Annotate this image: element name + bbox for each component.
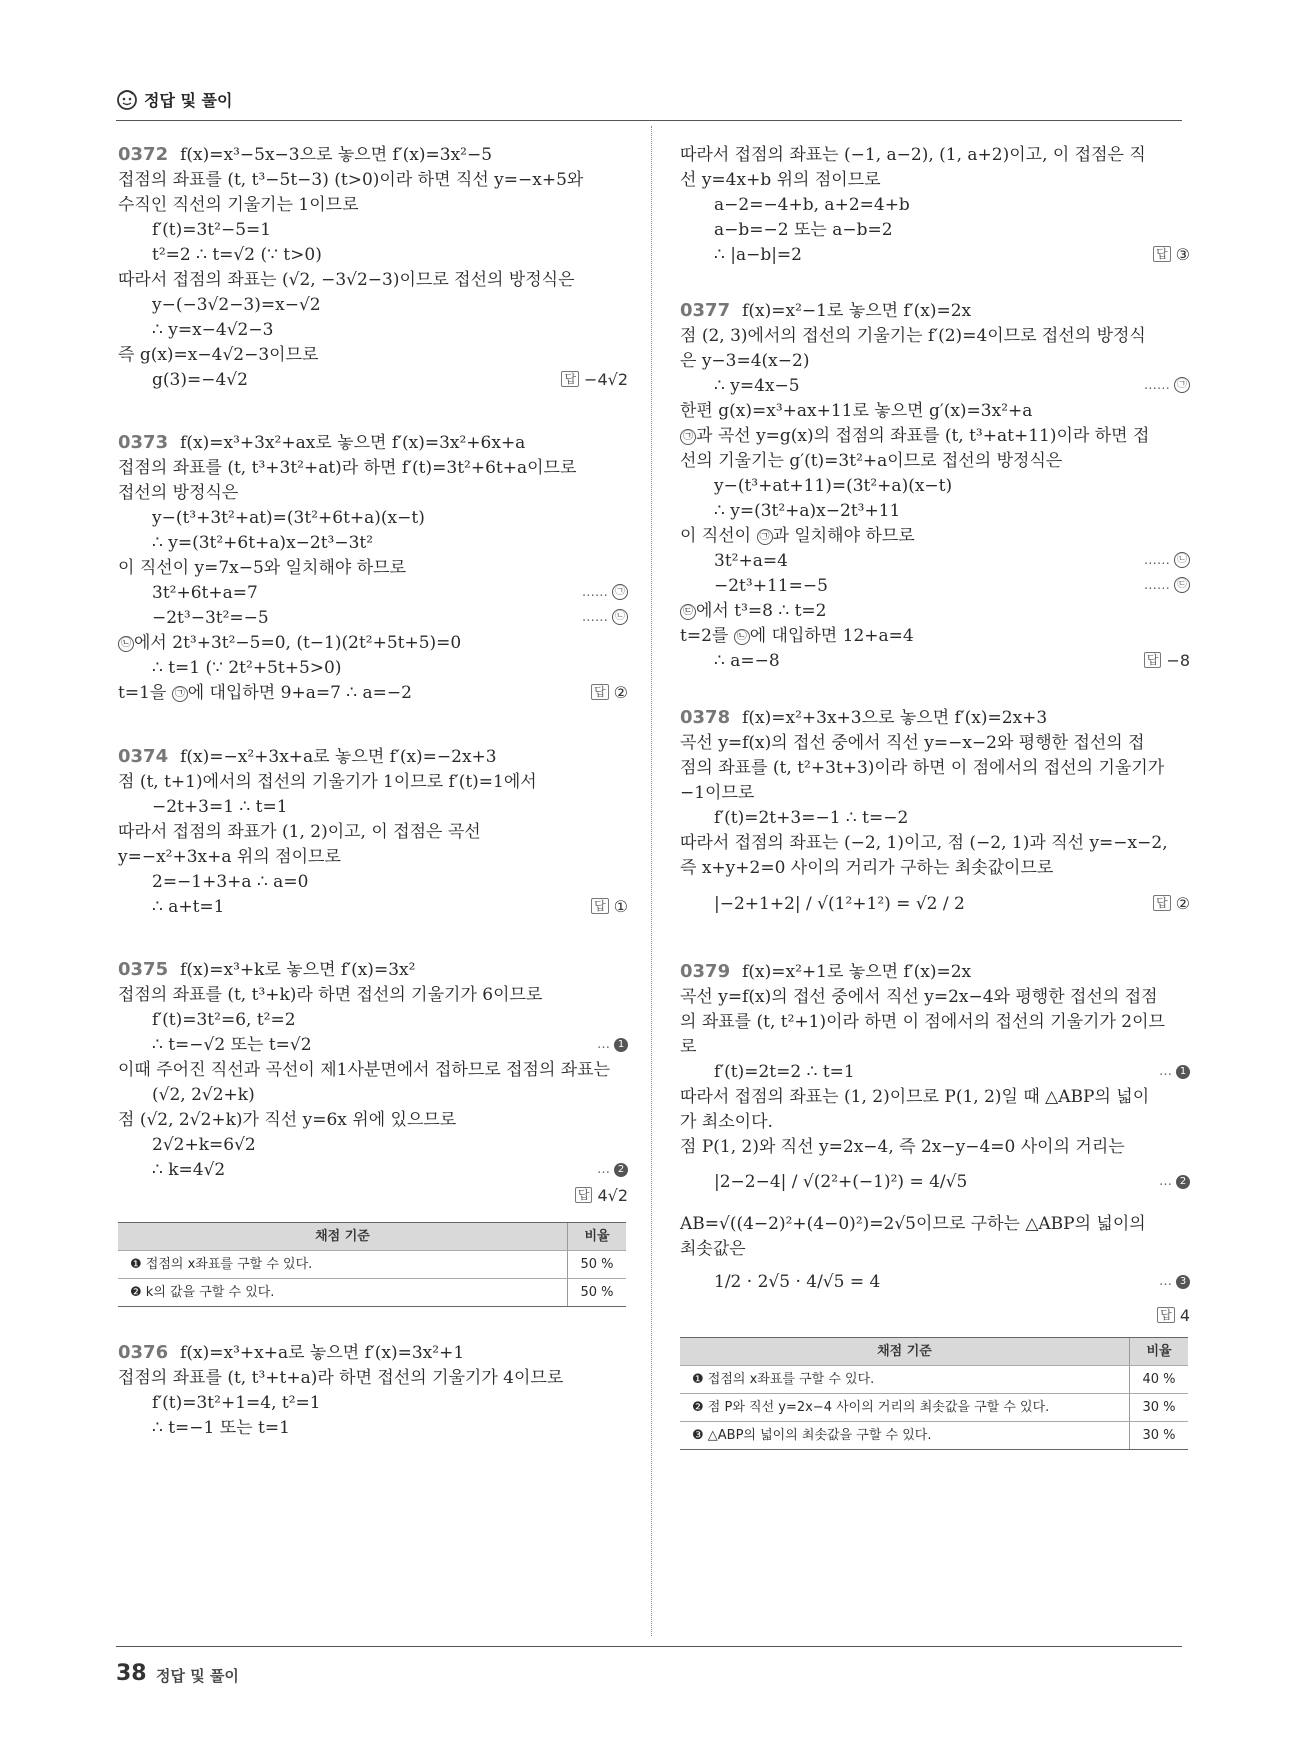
text-line: f′(t)=3t²=6, t²=2 — [152, 1010, 296, 1030]
dots: …… — [1143, 378, 1170, 393]
text-line: −1이므로 — [680, 783, 755, 803]
circle-marker: ㉡ — [612, 609, 628, 625]
text: f(x)=x³−5x−3으로 놓으면 f′(x)=3x²−5 — [180, 145, 493, 165]
step-marker-1 — [597, 1031, 628, 1059]
text: 에서 2t³+3t²−5=0, (t−1)(2t²+5t+5)=0 — [134, 633, 462, 653]
text-line: 선의 기울기는 g′(t)=3t²+a이므로 접선의 방정식은 — [680, 451, 1063, 471]
problem-0372-line — [118, 141, 628, 169]
table-cell: ❷ k의 값을 구할 수 있다. — [118, 1279, 568, 1306]
text-line: 접점의 좌표를 (t, t³+3t²+at)라 하면 f′(t)=3t²+6t+a이므로 — [118, 458, 577, 478]
text-line — [152, 1156, 628, 1184]
text: f(x)=x³+k로 놓으면 f′(x)=3x² — [180, 960, 416, 980]
text-line: y=−x²+3x+a 위의 점이므로 — [118, 847, 341, 867]
header-title: 정답 및 풀이 — [144, 91, 233, 110]
dots: … — [1159, 1274, 1172, 1289]
text: 에서 t³=8 ∴ t=2 — [696, 601, 827, 621]
problem-number: 0377 — [680, 300, 731, 321]
page-header — [116, 86, 1182, 121]
header-cell: 비율 — [1146, 1344, 1172, 1359]
text: t=1을 — [118, 683, 172, 703]
step-icon: 2 — [614, 1163, 628, 1177]
problem-0374-line — [118, 743, 628, 771]
text-line: 점 (2, 3)에서의 접선의 기울기는 f′(2)=4이므로 접선의 방정식 — [680, 326, 1146, 346]
problem-0377-line — [680, 297, 1190, 325]
text-line: a−2=−4+b, a+2=4+b — [714, 195, 910, 215]
text: f(x)=x²+1로 놓으면 f′(x)=2x — [742, 962, 972, 982]
text: f′(t)=2t=2 ∴ t=1 — [714, 1062, 855, 1082]
text-line: 2=−1+3+a ∴ a=0 — [152, 872, 309, 892]
text: f(x)=x³+3x²+ax로 놓으면 f′(x)=3x²+6x+a — [180, 433, 526, 453]
answer-value: 4√2 — [597, 1186, 628, 1205]
header-cell: 채점 기준 — [680, 1338, 1130, 1365]
answer-value: ③ — [1175, 245, 1190, 264]
table-cell: 50 % — [580, 1285, 614, 1300]
text: t=2를 — [680, 626, 734, 646]
text-line: ∴ y=(3t²+6t+a)x−2t³−3t² — [152, 533, 374, 553]
text-line: ∴ y=x−4√2−3 — [152, 320, 274, 340]
text-line — [118, 679, 628, 707]
problem-number: 0378 — [680, 707, 731, 728]
answer-label-icon: 답 — [561, 371, 579, 387]
answer-0377 — [1144, 647, 1190, 675]
text-line: 은 y−3=4(x−2) — [680, 351, 810, 371]
text: |−2+1+2| / √(1²+1²) = √2 / 2 — [714, 894, 965, 914]
text: −2t³+11=−5 — [714, 576, 828, 596]
text: ∴ a+t=1 — [152, 897, 225, 917]
text-line: 즉 g(x)=x−4√2−3이므로 — [118, 345, 319, 365]
dots: …… — [1143, 553, 1170, 568]
text: 3t²+6t+a=7 — [152, 583, 258, 603]
step-icon: 3 — [1176, 1275, 1190, 1289]
problem-number: 0376 — [118, 1342, 169, 1363]
dots: … — [1159, 1174, 1172, 1189]
circle-marker: ㉠ — [680, 429, 696, 445]
problem-0376-line — [118, 1339, 628, 1367]
text-line: 점 P(1, 2)와 직선 y=2x−4, 즉 2x−y−4=0 사이의 거리는 — [680, 1137, 1125, 1157]
text-line: a−b=−2 또는 a−b=2 — [714, 220, 893, 240]
table-cell: 30 % — [1142, 1400, 1176, 1415]
text: 에 대입하면 12+a=4 — [749, 626, 914, 646]
text: 과 곡선 y=g(x)의 접점의 좌표를 (t, t³+at+11)이라 하면 접 — [696, 426, 1150, 446]
circle-marker: ㉠ — [172, 686, 188, 702]
answer-0375 — [575, 1182, 628, 1210]
problem-0379-line — [680, 958, 1190, 986]
problem-0375-line — [118, 956, 628, 984]
text-line — [714, 890, 1190, 918]
text: 1/2 · 2√5 · 4/√5 = 4 — [714, 1272, 881, 1292]
circle-marker: ㉠ — [757, 529, 773, 545]
answer-line — [118, 1182, 628, 1210]
text-line: 따라서 접점의 좌표가 (1, 2)이고, 이 접점은 곡선 — [118, 822, 481, 842]
text-line — [714, 647, 1190, 675]
circle-marker: ㉠ — [612, 584, 628, 600]
table-row — [680, 1365, 1188, 1393]
table-cell: ❶ 접점의 x좌표를 구할 수 있다. — [680, 1366, 1130, 1393]
answer-label-icon: 답 — [1153, 895, 1171, 911]
text-line: 접점의 좌표를 (t, t³−5t−3) (t>0)이라 하면 직선 y=−x+5와 — [118, 170, 584, 190]
text-line — [680, 622, 1190, 650]
answer-0378 — [1153, 890, 1190, 918]
text: f(x)=x³+x+a로 놓으면 f′(x)=3x²+1 — [180, 1343, 465, 1363]
text-line: y−(t³+3t²+at)=(3t²+6t+a)(x−t) — [152, 508, 425, 528]
text-line: 한편 g(x)=x³+ax+11로 놓으면 g′(x)=3x²+a — [680, 401, 1033, 421]
scoring-table-0379 — [680, 1337, 1188, 1450]
text-line: t²=2 ∴ t=√2 (∵ t>0) — [152, 245, 322, 265]
text: ∴ t=−√2 또는 t=√2 — [152, 1035, 312, 1055]
text-line: 점 (t, t+1)에서의 접선의 기울기가 1이므로 f′(t)=1에서 — [118, 772, 537, 792]
step-marker-2 — [1159, 1168, 1190, 1196]
text-line: 이 직선이 y=7x−5와 일치해야 하므로 — [118, 558, 406, 578]
dots: … — [1159, 1064, 1172, 1079]
footer-title: 정답 및 풀이 — [156, 1667, 239, 1685]
table-cell: ❸ △ABP의 넓이의 최솟값을 구할 수 있다. — [680, 1422, 1130, 1449]
table-header — [680, 1338, 1188, 1365]
problem-0378-line — [680, 704, 1190, 732]
text-line — [152, 893, 628, 921]
answer-0372 — [561, 366, 628, 394]
answer-value: ② — [613, 683, 628, 702]
marker-b — [1144, 547, 1190, 575]
text: ∴ y=4x−5 — [714, 376, 800, 396]
text: 3t²+a=4 — [714, 551, 788, 571]
text-line: AB=√((4−2)²+(4−0)²)=2√5이므로 구하는 △ABP의 넓이의 — [680, 1214, 1146, 1234]
answer-0373 — [591, 679, 628, 707]
text-line: 접점의 좌표를 (t, t³+t+a)라 하면 접선의 기울기가 4이므로 — [118, 1368, 564, 1388]
table-row — [118, 1250, 626, 1278]
text: g(3)=−4√2 — [152, 370, 248, 390]
text: 이 직선이 — [680, 526, 757, 546]
text-line: −2t+3=1 ∴ t=1 — [152, 797, 288, 817]
dots: …… — [581, 585, 608, 600]
text-line — [118, 629, 628, 657]
text: f(x)=x²−1로 놓으면 f′(x)=2x — [742, 301, 972, 321]
text-line — [714, 572, 1190, 600]
text-line: 이때 주어진 직선과 곡선이 제1사분면에서 접하므로 접점의 좌표는 — [118, 1060, 611, 1080]
text-line: f′(t)=3t²+1=4, t²=1 — [152, 1393, 321, 1413]
table-header — [118, 1223, 626, 1250]
table-cell: ❷ 점 P와 직선 y=2x−4 사이의 거리의 최솟값을 구할 수 있다. — [680, 1394, 1130, 1421]
text-line: f′(t)=2t+3=−1 ∴ t=−2 — [714, 808, 909, 828]
problem-number: 0373 — [118, 432, 169, 453]
table-cell: 50 % — [580, 1257, 614, 1272]
answer-line — [680, 1302, 1190, 1330]
text: |2−2−4| / √(2²+(−1)²) = 4/√5 — [714, 1172, 968, 1192]
text-line — [152, 366, 628, 394]
step-icon: 1 — [1176, 1065, 1190, 1079]
text-line — [680, 597, 1190, 625]
text: ∴ a=−8 — [714, 651, 780, 671]
text-line: 로 — [680, 1037, 697, 1057]
table-row — [680, 1421, 1188, 1449]
circle-marker: ㉠ — [1174, 377, 1190, 393]
dots: …… — [1143, 578, 1170, 593]
text-line: 곡선 y=f(x)의 접선 중에서 직선 y=2x−4와 평행한 접선의 접점 — [680, 987, 1158, 1007]
text-line: 가 최소이다. — [680, 1112, 773, 1132]
circle-marker: ㉢ — [1174, 577, 1190, 593]
step-marker-3 — [1159, 1268, 1190, 1296]
text: 과 일치해야 하므로 — [772, 526, 915, 546]
header-cell: 비율 — [584, 1229, 610, 1244]
page-number: 38 — [116, 1661, 147, 1686]
text-line: y−(t³+at+11)=(3t²+a)(x−t) — [714, 476, 953, 496]
circle-marker: ㉡ — [734, 629, 750, 645]
circle-marker: ㉢ — [680, 604, 696, 620]
marker-c — [1144, 572, 1190, 600]
problem-number: 0379 — [680, 961, 731, 982]
header-cell: 채점 기준 — [118, 1223, 568, 1250]
text-line: 따라서 접점의 좌표는 (−1, a−2), (1, a+2)이고, 이 접점은 직 — [680, 145, 1146, 165]
answer-value: −8 — [1166, 651, 1190, 670]
text-line — [152, 579, 628, 607]
problem-number: 0374 — [118, 746, 169, 767]
answer-label-icon: 답 — [1157, 1307, 1175, 1323]
text: ∴ |a−b|=2 — [714, 245, 802, 265]
answer-0379 — [1157, 1302, 1190, 1330]
text-line — [714, 547, 1190, 575]
text-line — [680, 522, 1190, 550]
text-line — [152, 604, 628, 632]
text-line: 곡선 y=f(x)의 접선 중에서 직선 y=−x−2와 평행한 접선의 접 — [680, 733, 1145, 753]
text: f(x)=−x²+3x+a로 놓으면 f′(x)=−2x+3 — [180, 747, 497, 767]
column-divider — [651, 126, 652, 1636]
text-line: 선 y=4x+b 위의 점이므로 — [680, 170, 881, 190]
answer-value: ① — [613, 897, 628, 916]
text-line: 즉 x+y+2=0 사이의 거리가 구하는 최솟값이므로 — [680, 858, 1054, 878]
dots: …… — [581, 610, 608, 625]
table-cell: ❶ 접점의 x좌표를 구할 수 있다. — [118, 1251, 568, 1278]
problem-number: 0372 — [118, 144, 169, 165]
answer-0374 — [591, 893, 628, 921]
scoring-table-0375 — [118, 1222, 626, 1307]
text-line — [714, 1168, 1190, 1196]
dots: … — [597, 1162, 610, 1177]
text-line: 점의 좌표를 (t, t²+3t+3)이라 하면 이 점에서의 접선의 기울기가 — [680, 758, 1165, 778]
text-line — [714, 372, 1190, 400]
marker-a — [1144, 372, 1190, 400]
answer-value: ② — [1175, 894, 1190, 913]
circle-marker: ㉡ — [1174, 552, 1190, 568]
answer-label-icon: 답 — [591, 684, 609, 700]
circle-marker: ㉡ — [118, 636, 134, 652]
dots: … — [597, 1037, 610, 1052]
step-marker-2 — [597, 1156, 628, 1184]
table-cell: 30 % — [1142, 1428, 1176, 1443]
marker-b — [582, 604, 628, 632]
text-line: 의 좌표를 (t, t²+1)이라 하면 이 점에서의 접선의 기울기가 2이므 — [680, 1012, 1165, 1032]
answer-label-icon: 답 — [591, 898, 609, 914]
text-line: 접선의 방정식은 — [118, 483, 239, 503]
text-line: y−(−3√2−3)=x−√2 — [152, 295, 321, 315]
answer-value: 4 — [1179, 1306, 1190, 1325]
step-icon: 1 — [614, 1038, 628, 1052]
answer-label-icon: 답 — [1144, 652, 1162, 668]
problem-number: 0375 — [118, 959, 169, 980]
text-line — [714, 241, 1190, 269]
table-row — [118, 1278, 626, 1306]
text-line: 최솟값은 — [680, 1239, 746, 1259]
marker-a — [582, 579, 628, 607]
text-line — [714, 1268, 1190, 1296]
text-line: 수직인 직선의 기울기는 1이므로 — [118, 195, 359, 215]
text: f(x)=x²+3x+3으로 놓으면 f′(x)=2x+3 — [742, 708, 1048, 728]
text-line — [714, 1058, 1190, 1086]
text-line: ∴ t=1 (∵ 2t²+5t+5>0) — [152, 658, 342, 678]
text-line: 2√2+k=6√2 — [152, 1135, 256, 1155]
text-line: f′(t)=3t²−5=1 — [152, 220, 272, 240]
text-line: 따라서 접점의 좌표는 (−2, 1)이고, 점 (−2, 1)과 직선 y=−x−2, — [680, 833, 1168, 853]
text-line: ∴ y=(3t²+a)x−2t³+11 — [714, 501, 901, 521]
text-line: ∴ t=−1 또는 t=1 — [152, 1418, 290, 1438]
text-line: 따라서 접점의 좌표는 (√2, −3√2−3)이므로 접선의 방정식은 — [118, 270, 575, 290]
answer-label-icon: 답 — [575, 1187, 593, 1203]
table-cell: 40 % — [1142, 1372, 1176, 1387]
text: ∴ k=4√2 — [152, 1160, 226, 1180]
text-line — [152, 1031, 628, 1059]
problem-0373-line — [118, 429, 628, 457]
answer-0376 — [1153, 241, 1190, 269]
text-line: 점 (√2, 2√2+k)가 직선 y=6x 위에 있으므로 — [118, 1110, 457, 1130]
text: −2t³−3t²=−5 — [152, 608, 269, 628]
table-row — [680, 1393, 1188, 1421]
step-icon: 2 — [1176, 1175, 1190, 1189]
text-line — [680, 422, 1190, 450]
smiley-logo-icon — [116, 88, 138, 110]
step-marker-1 — [1159, 1058, 1190, 1086]
text-line: 따라서 접점의 좌표는 (1, 2)이므로 P(1, 2)일 때 △ABP의 넓이 — [680, 1087, 1150, 1107]
answer-label-icon: 답 — [1153, 246, 1171, 262]
text-line: 접점의 좌표를 (t, t³+k)라 하면 접선의 기울기가 6이므로 — [118, 985, 543, 1005]
answer-value: −4√2 — [584, 370, 628, 389]
text-line: (√2, 2√2+k) — [152, 1085, 255, 1105]
text: 에 대입하면 9+a=7 ∴ a=−2 — [187, 683, 412, 703]
page-footer — [116, 1646, 1182, 1691]
